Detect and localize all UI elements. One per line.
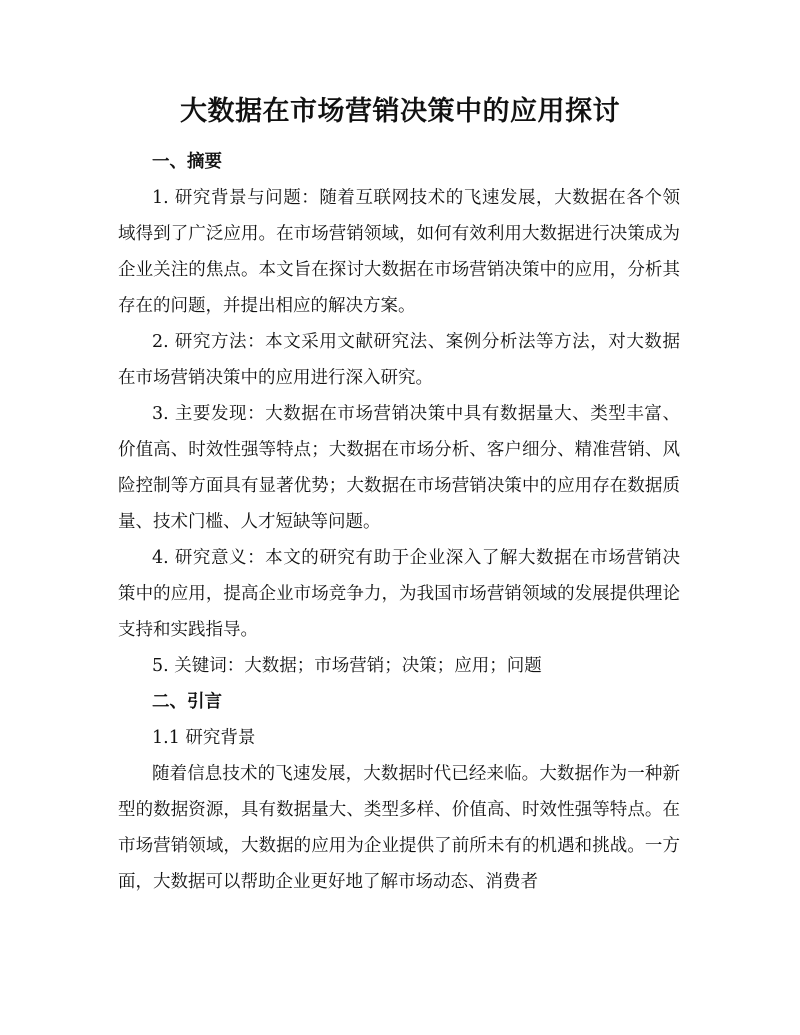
section-heading-abstract: 一、摘要 — [152, 152, 222, 172]
introduction-paragraph: 随着信息技术的飞速发展，大数据时代已经来临。大数据作为一种新型的数据资源，具有数据量大、类型多样、价值高、时效性强等特点。在市场营销领域，大数据的应用为企业提供了前所未有的机遇和挑战。一方面，大数据可以帮助企业更好地了解市场动态、消费者 — [118, 764, 680, 892]
document-title: 大数据在市场营销决策中的应用探讨 — [180, 96, 620, 127]
abstract-item-keywords: 5. 关键词：大数据；市场营销；决策；应用；问题 — [152, 656, 542, 676]
section-heading-introduction: 二、引言 — [152, 692, 222, 712]
abstract-item-method: 2. 研究方法：本文采用文献研究法、案例分析法等方法，对大数据在市场营销决策中的应用进行深入研究。 — [118, 332, 680, 388]
abstract-item-background: 1. 研究背景与问题：随着互联网技术的飞速发展，大数据在各个领域得到了广泛应用。在市场营销领域，如何有效利用大数据进行决策成为企业关注的焦点。本文旨在探讨大数据在市场营销决策中的应用，分析其存在的问题，并提出相应的解决方案。 — [118, 188, 680, 316]
abstract-item-findings: 3. 主要发现：大数据在市场营销决策中具有数据量大、类型丰富、价值高、时效性强等特点；大数据在市场分析、客户细分、精准营销、风险控制等方面具有显著优势；大数据在市场营销决策中的应用存在数据质量、技术门槛、人才短缺等问题。 — [118, 404, 680, 532]
subsection-heading-background: 1.1 研究背景 — [152, 728, 256, 748]
abstract-item-significance: 4. 研究意义：本文的研究有助于企业深入了解大数据在市场营销决策中的应用，提高企业市场竞争力，为我国市场营销领域的发展提供理论支持和实践指导。 — [118, 548, 680, 640]
document-body — [118, 144, 680, 900]
